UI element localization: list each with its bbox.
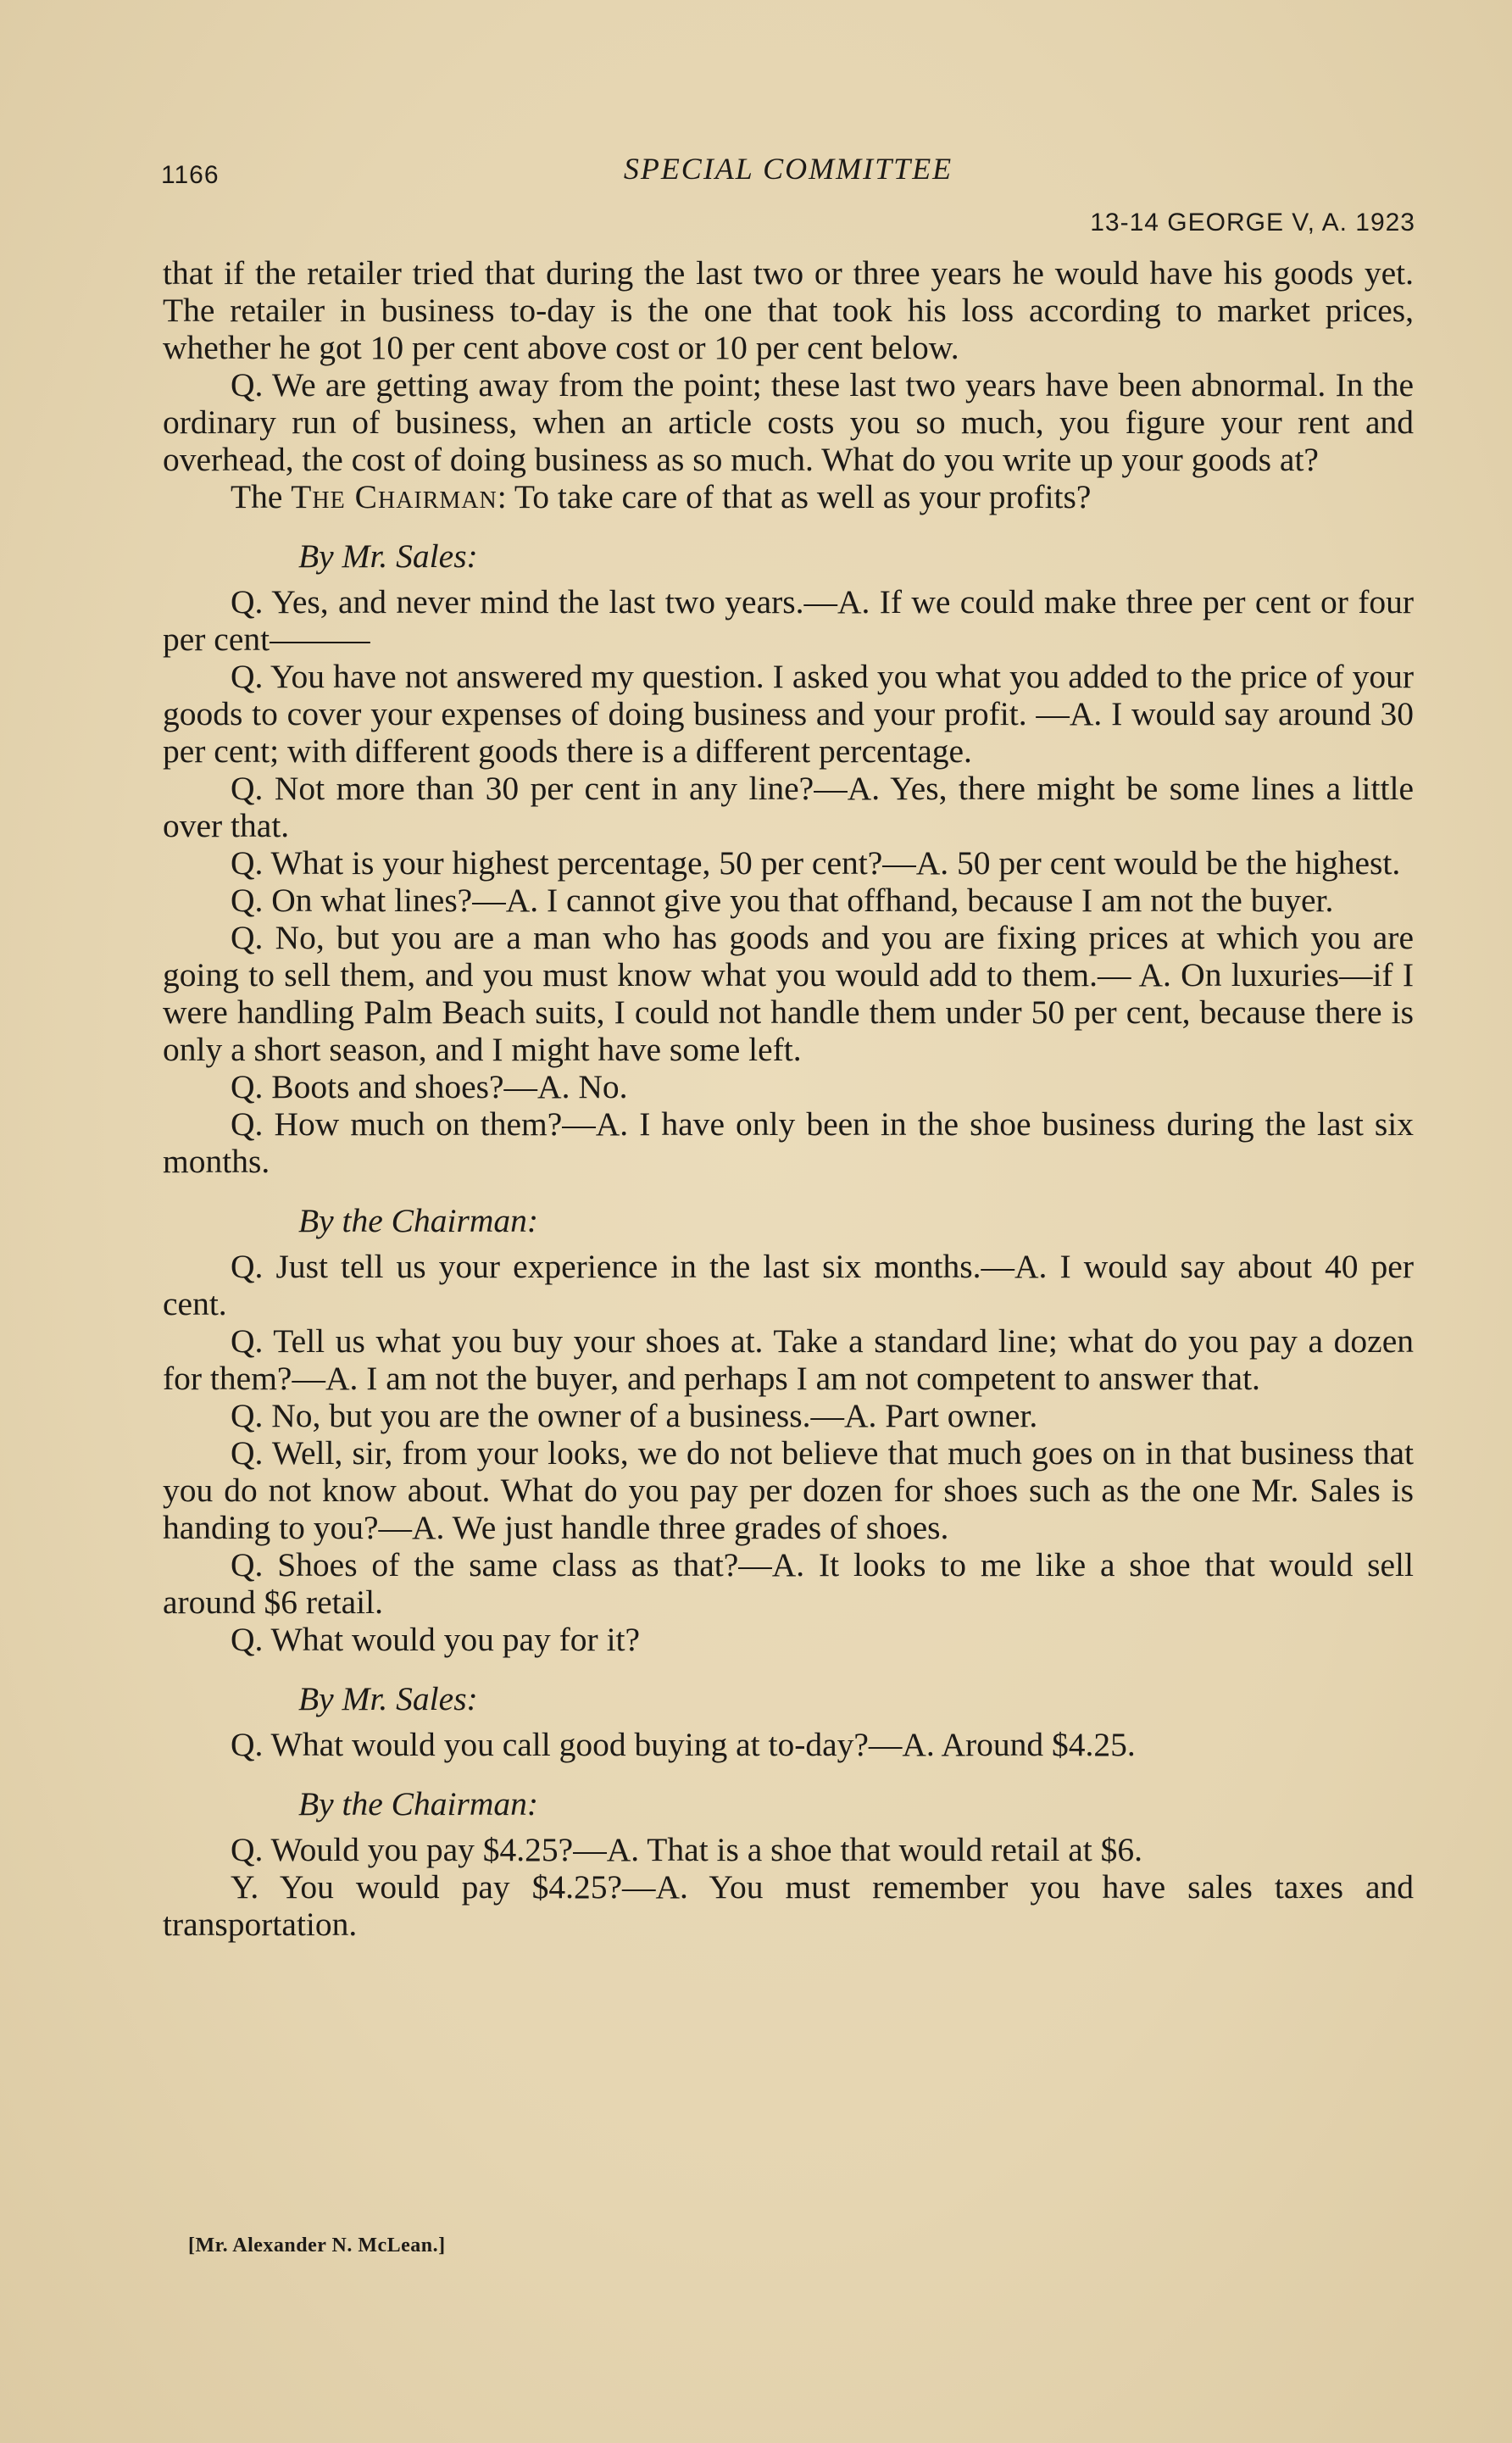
- paragraph-15: Q. Well, sir, from your looks, we do not believe that much goes on in that business that you do not know about. What do you pay per dozen for shoes such as the one Mr. Sales is handing to you?—A. We just handle three grades of shoes.: [163, 1434, 1414, 1546]
- paragraph-1: that if the retailer tried that during the last two or three years he would have his goods yet. The retailer in business to-day is the one that took his loss according to market prices, whether he got 10 per cent above cost or 10 per cent below.: [163, 254, 1414, 366]
- paragraph-14: Q. No, but you are the owner of a business.—A. Part owner.: [231, 1397, 1038, 1434]
- transcript-body: [163, 254, 1414, 1943]
- page-number: 1166: [161, 161, 220, 189]
- paragraph-7: Q. What is your highest percentage, 50 per cent?—A. 50 per cent would be the highest.: [231, 844, 1401, 882]
- heading-by-mr-sales-1: By Mr. Sales:: [298, 537, 478, 575]
- paragraph-3-text: : To take care of that as well as your profits?: [497, 478, 1092, 515]
- paragraph-19: Q. Would you pay $4.25?—A. That is a shoe that would retail at $6.: [231, 1831, 1142, 1868]
- paragraph-4: Q. Yes, and never mind the last two years.—A. If we could make three per cent or four per cent———: [163, 583, 1414, 658]
- paragraph-10: Q. Boots and shoes?—A. No.: [231, 1068, 628, 1105]
- paragraph-9: Q. No, but you are a man who has goods and you are fixing prices at which you are going to sell them, and you must know what you would add to them.— A. On luxuries—if I were handling Palm Beach suits, I could not handle them under 50 per cent, because there is only a short season, and I might have some left.: [163, 919, 1414, 1068]
- heading-by-the-chairman-1: By the Chairman:: [298, 1202, 539, 1239]
- paragraph-17: Q. What would you pay for it?: [231, 1621, 641, 1658]
- running-title: SPECIAL COMMITTEE: [623, 152, 953, 186]
- paragraph-6: Q. Not more than 30 per cent in any line?—A. Yes, there might be some lines a little over that.: [163, 770, 1414, 844]
- paragraph-3: The The Chairman: To take care of that as well as your profits?: [231, 478, 1092, 515]
- witness-note: [Mr. Alexander N. McLean.]: [188, 2234, 446, 2257]
- paragraph-8: Q. On what lines?—A. I cannot give you that offhand, because I am not the buyer.: [231, 882, 1334, 919]
- paragraph-20: Y. You would pay $4.25?—A. You must remember you have sales taxes and transportation.: [163, 1868, 1414, 1943]
- page-header: [161, 151, 1415, 253]
- paragraph-11: Q. How much on them?—A. I have only been in the shoe business during the last six months.: [163, 1105, 1414, 1180]
- paragraph-2: Q. We are getting away from the point; these last two years have been abnormal. In the ordinary run of business, when an article costs you so much, you figure your rent and overhead, the cost of doing business as so much. What do you write up your goods at?: [163, 366, 1414, 478]
- paragraph-12: Q. Just tell us your experience in the last six months.—A. I would say about 40 per cent.: [163, 1248, 1414, 1322]
- session-reference: 13-14 GEORGE V, A. 1923: [1090, 209, 1415, 237]
- speaker-chairman: The Chairman: [291, 478, 498, 515]
- heading-by-the-chairman-2: By the Chairman:: [298, 1785, 539, 1823]
- paragraph-13: Q. Tell us what you buy your shoes at. Take a standard line; what do you pay a dozen for them?—A. I am not the buyer, and perhaps I am not competent to answer that.: [163, 1322, 1414, 1397]
- heading-by-mr-sales-2: By Mr. Sales:: [298, 1680, 478, 1717]
- paragraph-18: Q. What would you call good buying at to-day?—A. Around $4.25.: [231, 1726, 1136, 1763]
- paragraph-16: Q. Shoes of the same class as that?—A. It looks to me like a shoe that would sell around $6 retail.: [163, 1546, 1414, 1621]
- paragraph-5: Q. You have not answered my question. I asked you what you added to the price of your goods to cover your expenses of doing business and your profit. —A. I would say around 30 per cent; with different goods there is a different percentage.: [163, 658, 1414, 770]
